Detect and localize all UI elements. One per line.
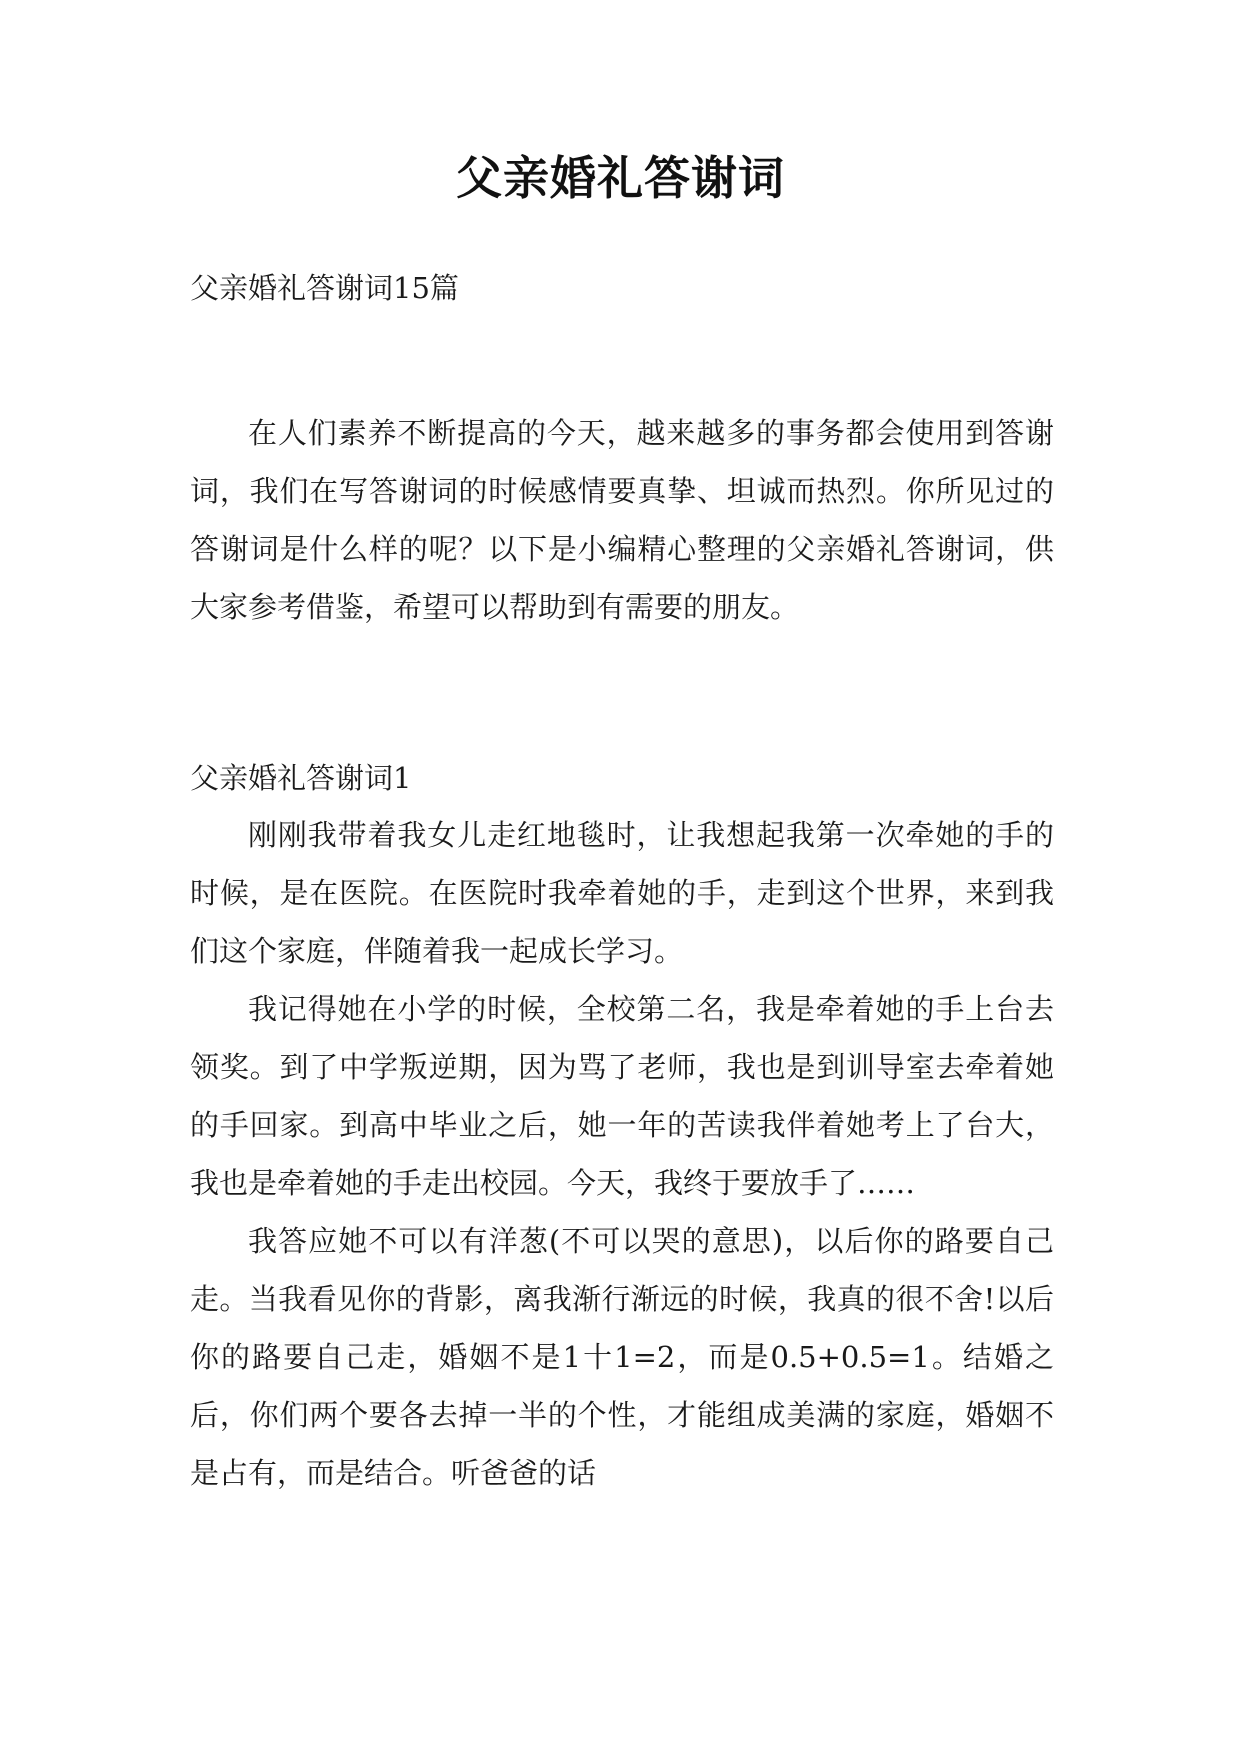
document-subtitle: 父亲婚礼答谢词15篇 (190, 271, 459, 305)
document-title: 父亲婚礼答谢词 (456, 151, 785, 205)
intro-paragraph: 在人们素养不断提高的今天，越来越多的事务都会使用到答谢词，我们在写答谢词的时候感情要真挚、坦诚而热烈。你所见过的答谢词是什么样的呢？以下是小编精心整理的父亲婚礼答谢词，供大家参考借鉴，希望可以帮助到有需要的朋友。 (190, 416, 1054, 624)
intro-section (190, 404, 1054, 636)
section-body (190, 806, 1054, 1502)
section-heading: 父亲婚礼答谢词1 (190, 761, 412, 795)
section-paragraph: 刚刚我带着我女儿走红地毯时，让我想起我第一次牵她的手的时候，是在医院。在医院时我牵着她的手，走到这个世界，来到我们这个家庭，伴随着我一起成长学习。 (190, 818, 1054, 968)
section-paragraph: 我记得她在小学的时候，全校第二名，我是牵着她的手上台去领奖。到了中学叛逆期，因为骂了老师，我也是到训导室去牵着她的手回家。到高中毕业之后，她一年的苦读我伴着她考上了台大，我也是牵着她的手走出校园。今天，我终于要放手了…… (190, 992, 1054, 1200)
section-paragraph: 我答应她不可以有洋葱(不可以哭的意思)，以后你的路要自己走。当我看见你的背影，离我渐行渐远的时候，我真的很不舍!以后你的路要自己走，婚姻不是1十1=2，而是0.5+0.5=1。结婚之后，你们两个要各去掉一半的个性，才能组成美满的家庭，婚姻不是占有，而是结合。听爸爸的话 (190, 1224, 1054, 1490)
